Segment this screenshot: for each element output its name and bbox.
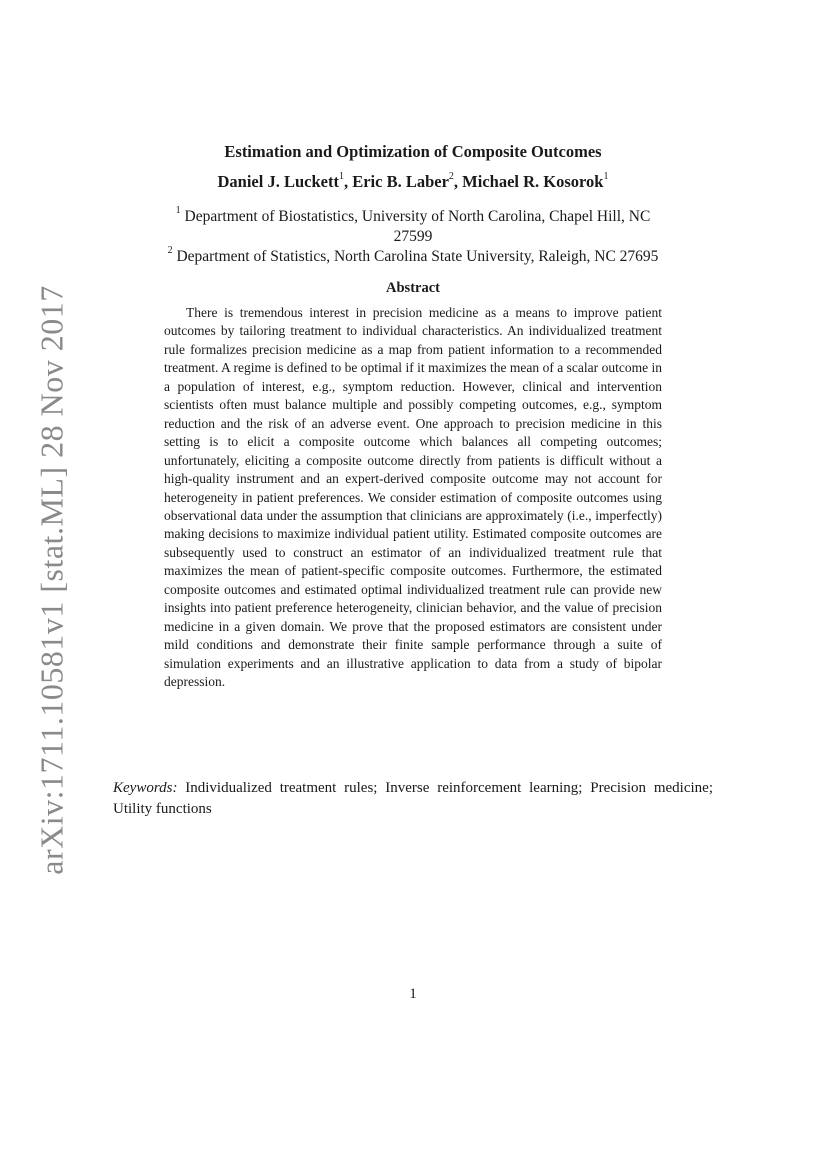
abstract-heading: Abstract <box>386 280 440 296</box>
affiliation-text: Department of Statistics, North Carolina State University, Raleigh, NC 27695 <box>176 248 659 266</box>
keywords-text: Individualized treatment rules; Inverse reinforcement learning; Precision medicine; Utility functions <box>113 780 714 817</box>
author-affiliation-mark: 1 <box>338 170 344 182</box>
author-name: Daniel J. Luckett <box>217 172 339 191</box>
arxiv-identifier-stamp: arXiv:1711.10581v1 [stat.ML] 28 Nov 2017 <box>33 285 70 875</box>
author-list <box>0 172 826 192</box>
affiliation-text-continued: 27599 <box>393 228 433 246</box>
paper-title: Estimation and Optimization of Composite Outcomes <box>224 142 602 161</box>
affiliation-mark: 2 <box>167 245 173 256</box>
keywords-section <box>113 778 713 819</box>
author-affiliation-mark: 2 <box>448 170 454 182</box>
affiliation-1 <box>0 203 826 247</box>
abstract-body <box>164 304 662 692</box>
page-number: 1 <box>409 986 417 1002</box>
affiliation-2 <box>0 243 826 267</box>
author-name: Michael R. Kosorok <box>462 172 604 191</box>
affiliation-mark: 1 <box>175 205 181 216</box>
author-name: Eric B. Laber <box>352 172 449 191</box>
author-separator: , <box>343 172 353 191</box>
abstract-paragraph: There is tremendous interest in precision medicine as a means to improve patient outcomes by tailoring treatment to individual characteristics. An individualized treatment rule formalizes precision medicine as a map from patient information to a recommended treatment. A regime is defined to be optimal if it maximizes the mean of a scalar outcome in a population of interest, e.g., symptom reduction. However, clinical and intervention scientists often must balance multiple and possibly competing outcomes, e.g., symptom reduction and the risk of an adverse event. One approach to precision medicine in this setting is to elicit a composite outcome which balances all competing outcomes; unfortunately, eliciting a composite outcome directly from patients is difficult without a high-quality instrument and an expert-derived composite outcome may not account for heterogeneity in patient preferences. We consider estimation of composite outcomes using observational data under the assumption that clinicians are approximately (i.e., imperfectly) making decisions to maximize individual patient utility. Estimated composite outcomes are subsequently used to construct an estimator of an individualized treatment rule that maximizes the mean of patient-specific composite outcomes. Furthermore, the estimated composite outcomes and estimated optimal individualized treatment rule can provide new insights into patient preference heterogeneity, clinician behavior, and the value of precision medicine in a given domain. We prove that the proposed estimators are consistent under mild conditions and demonstrate their finite sample performance through a suite of simulation experiments and an illustrative application to data from a study of bipolar depression. <box>164 305 662 690</box>
author-affiliation-mark: 1 <box>603 170 609 182</box>
author-separator: , <box>453 172 463 191</box>
affiliation-text: Department of Biostatistics, University of North Carolina, Chapel Hill, NC <box>184 208 651 226</box>
keywords-label: Keywords: <box>113 780 178 796</box>
